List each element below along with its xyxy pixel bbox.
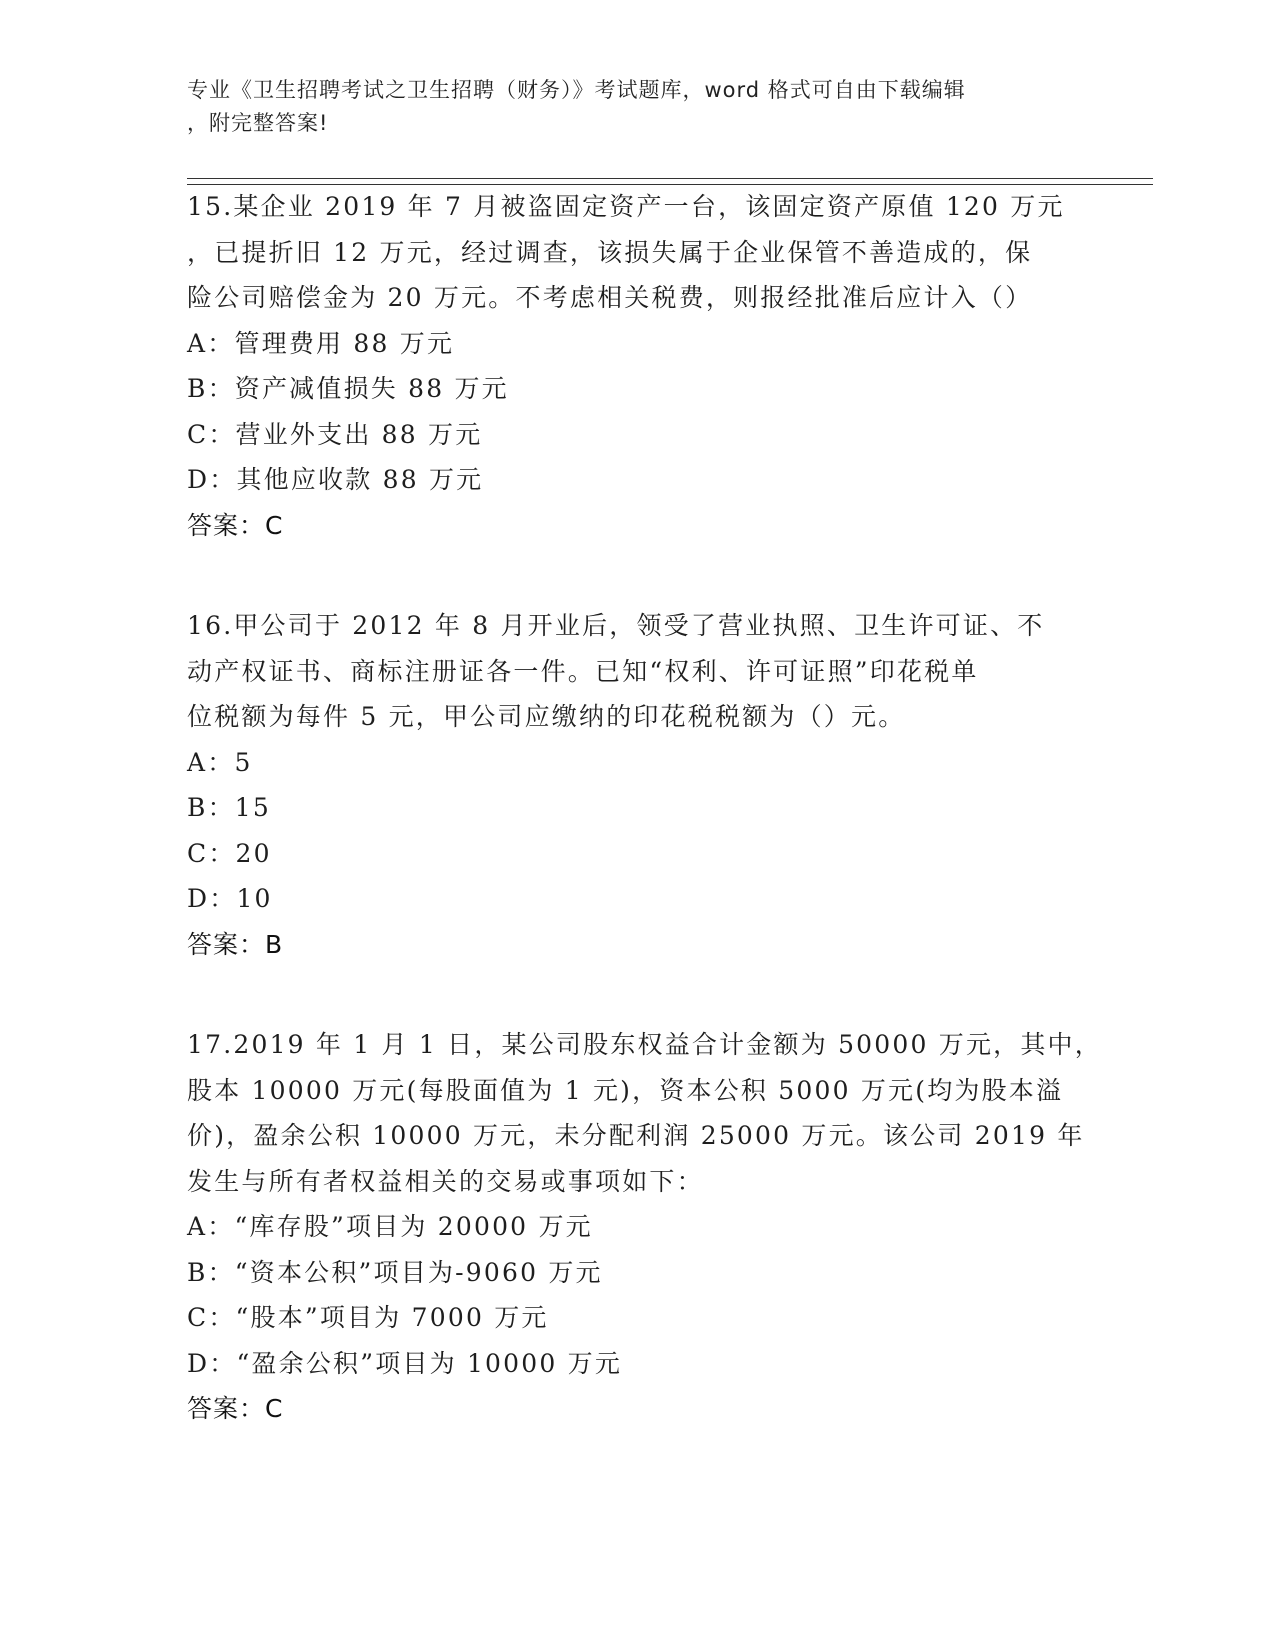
option-b: B：“资本公积”项目为-9060 万元 [187, 1257, 603, 1287]
question-text-line: 17.2019 年 1 月 1 日，某公司股东权益合计金额为 50000 万元，其中， [187, 1030, 1102, 1059]
option-d: D：其他应收款 88 万元 [187, 465, 484, 494]
question-16 [187, 603, 1147, 967]
option-d: D：“盈余公积”项目为 10000 万元 [187, 1348, 623, 1378]
option-c: C：营业外支出 88 万元 [187, 419, 483, 449]
option-d: D：10 [187, 884, 273, 913]
question-text-line: 险公司赔偿金为 20 万元。不考虑相关税费，则报经批准后应计入（） [187, 283, 1033, 312]
question-text-line: ，已提折旧 12 万元，经过调查，该损失属于企业保管不善造成的，保 [187, 237, 1033, 267]
header-line-2: ，附完整答案! [187, 111, 329, 135]
question-text-line: 股本 10000 万元(每股面值为 1 元)，资本公积 5000 万元(均为股本溢 [187, 1075, 1064, 1105]
question-text-line: 16.甲公司于 2012 年 8 月开业后，领受了营业执照、卫生许可证、不 [187, 611, 1045, 640]
option-b: B：15 [187, 793, 271, 822]
header-line-1: 专业《卫生招聘考试之卫生招聘（财务）》考试题库，word 格式可自由下载编辑 [187, 78, 966, 102]
option-a: A：“库存股”项目为 20000 万元 [187, 1212, 593, 1241]
option-c: C：20 [187, 838, 272, 868]
answer-line: 答案：B [187, 929, 284, 959]
option-a: A：5 [187, 747, 253, 777]
question-text-line: 价)，盈余公积 10000 万元，未分配利润 25000 万元。该公司 2019 年 [187, 1121, 1085, 1150]
question-text-line: 位税额为每件 5 元，甲公司应缴纳的印花税税额为（）元。 [187, 702, 906, 731]
question-text-line: 15.某企业 2019 年 7 月被盗固定资产一台，该固定资产原值 120 万元 [187, 192, 1065, 221]
question-15 [187, 184, 1147, 548]
option-a: A：管理费用 88 万元 [187, 328, 455, 358]
question-text-line: 动产权证书、商标注册证各一件。已知“权利、许可证照”印花税单 [187, 656, 979, 686]
answer-line: 答案：C [187, 510, 284, 540]
question-17 [187, 1022, 1147, 1432]
answer-line: 答案：C [187, 1394, 284, 1423]
document-header [187, 74, 1087, 140]
question-text-line: 发生与所有者权益相关的交易或事项如下： [187, 1166, 704, 1196]
option-c: C：“股本”项目为 7000 万元 [187, 1303, 549, 1332]
option-b: B：资产减值损失 88 万元 [187, 374, 509, 403]
header-divider-top [187, 178, 1153, 179]
